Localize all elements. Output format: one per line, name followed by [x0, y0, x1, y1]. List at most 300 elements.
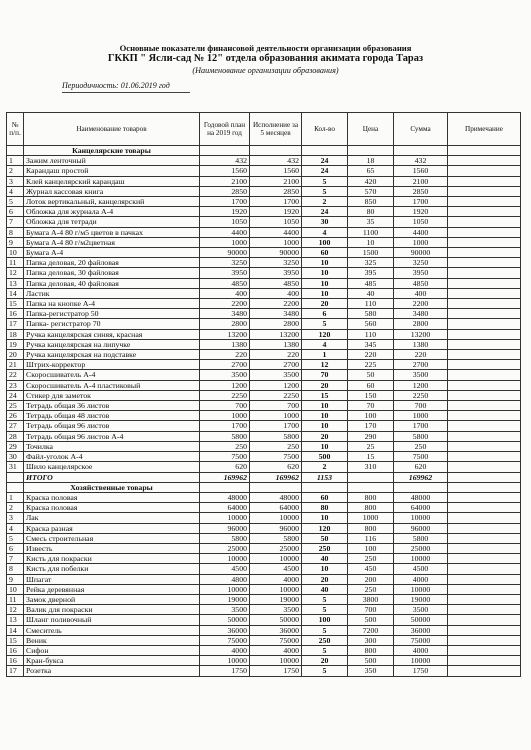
table-row — [7, 605, 521, 615]
row-number: 8 — [7, 564, 24, 574]
item-name: Краска половая — [24, 503, 200, 513]
row-number: 16 — [7, 645, 24, 655]
sum-value: 1560 — [394, 166, 448, 176]
table-row — [7, 299, 521, 309]
sum-value: 10000 — [394, 584, 448, 594]
exec-value: 1700 — [250, 197, 302, 207]
item-name: Обложка для журнала А-4 — [24, 207, 200, 217]
table-row — [7, 584, 521, 594]
section-empty-cell — [348, 482, 394, 492]
sum-value: 3480 — [394, 309, 448, 319]
item-name: Файл-уголок А-4 — [24, 452, 200, 462]
price-value: 300 — [348, 635, 394, 645]
plan-value: 2850 — [200, 186, 250, 196]
sum-value: 3250 — [394, 258, 448, 268]
plan-value: 2100 — [200, 176, 250, 186]
sum-value: 4500 — [394, 564, 448, 574]
plan-value: 2250 — [200, 390, 250, 400]
table-row — [7, 554, 521, 564]
row-number: 27 — [7, 421, 24, 431]
table-row — [7, 329, 521, 339]
note-cell — [448, 248, 521, 258]
exec-value: 5800 — [250, 431, 302, 441]
item-name: Известь — [24, 543, 200, 553]
exec-value: 75000 — [250, 635, 302, 645]
sum-value: 5800 — [394, 431, 448, 441]
sum-value: 4000 — [394, 645, 448, 655]
item-name: Бумага А-4 80 г/м2цветная — [24, 237, 200, 247]
col-header-number: № п/п. — [7, 113, 24, 146]
sum-value: 10000 — [394, 656, 448, 666]
total-plan: 169962 — [200, 472, 250, 482]
price-value: 116 — [348, 533, 394, 543]
total-row — [7, 472, 521, 482]
item-name: Сифон — [24, 645, 200, 655]
row-number: 13 — [7, 615, 24, 625]
price-value: 200 — [348, 574, 394, 584]
exec-value: 1200 — [250, 380, 302, 390]
plan-value: 220 — [200, 350, 250, 360]
price-value: 10 — [348, 237, 394, 247]
item-name: Тетрадь общая 96 листов А-4 — [24, 431, 200, 441]
table-row — [7, 656, 521, 666]
note-cell — [448, 431, 521, 441]
qty-value: 500 — [302, 452, 348, 462]
total-exec: 169962 — [250, 472, 302, 482]
item-name: Кисть для побелки — [24, 564, 200, 574]
sum-value: 1920 — [394, 207, 448, 217]
table-row — [7, 217, 521, 227]
exec-value: 13200 — [250, 329, 302, 339]
note-cell — [448, 156, 521, 166]
total-number-cell — [7, 472, 24, 482]
period-label: Периодичность: 01.06.2019 год — [62, 81, 170, 90]
exec-value: 620 — [250, 462, 302, 472]
plan-value: 2800 — [200, 319, 250, 329]
qty-value: 40 — [302, 554, 348, 564]
price-value: 800 — [348, 492, 394, 502]
row-number: 2 — [7, 166, 24, 176]
plan-value: 19000 — [200, 594, 250, 604]
plan-value: 1920 — [200, 207, 250, 217]
plan-value: 1750 — [200, 666, 250, 676]
qty-value: 5 — [302, 645, 348, 655]
exec-value: 432 — [250, 156, 302, 166]
plan-value: 64000 — [200, 503, 250, 513]
plan-value: 4400 — [200, 227, 250, 237]
price-value: 395 — [348, 268, 394, 278]
item-name: Журнал кассовая книга — [24, 186, 200, 196]
sum-value: 25000 — [394, 543, 448, 553]
sum-value: 19000 — [394, 594, 448, 604]
item-name: Скоросшиватель А-4 — [24, 370, 200, 380]
note-cell — [448, 635, 521, 645]
sum-value: 75000 — [394, 635, 448, 645]
item-name: Смеситель — [24, 625, 200, 635]
section-header-household — [7, 482, 521, 492]
col-header-note: Примечание — [448, 113, 521, 146]
qty-value: 5 — [302, 625, 348, 635]
plan-value: 1050 — [200, 217, 250, 227]
table-row — [7, 176, 521, 186]
exec-value: 10000 — [250, 554, 302, 564]
exec-value: 36000 — [250, 625, 302, 635]
plan-value: 90000 — [200, 248, 250, 258]
plan-value: 1700 — [200, 421, 250, 431]
note-cell — [448, 564, 521, 574]
plan-value: 5800 — [200, 431, 250, 441]
row-number: 22 — [7, 370, 24, 380]
plan-value: 400 — [200, 288, 250, 298]
exec-value: 25000 — [250, 543, 302, 553]
item-name: Лоток вертикальный, канцелярский — [24, 197, 200, 207]
note-cell — [448, 625, 521, 635]
plan-value: 1700 — [200, 197, 250, 207]
section-header-stationery — [7, 146, 521, 156]
note-cell — [448, 237, 521, 247]
row-number: 14 — [7, 625, 24, 635]
plan-value: 7500 — [200, 452, 250, 462]
price-value: 15 — [348, 452, 394, 462]
col-header-plan: Годовой план на 2019 год — [200, 113, 250, 146]
exec-value: 10000 — [250, 513, 302, 523]
section-empty-cell — [348, 146, 394, 156]
note-cell — [448, 656, 521, 666]
price-value: 40 — [348, 288, 394, 298]
exec-value: 1560 — [250, 166, 302, 176]
note-cell — [448, 513, 521, 523]
row-number: 16 — [7, 656, 24, 666]
col-header-price: Цена — [348, 113, 394, 146]
exec-value: 220 — [250, 350, 302, 360]
row-number: 24 — [7, 390, 24, 400]
price-value: 3800 — [348, 594, 394, 604]
item-name: Краска половая — [24, 492, 200, 502]
note-cell — [448, 207, 521, 217]
plan-value: 1560 — [200, 166, 250, 176]
qty-value: 10 — [302, 411, 348, 421]
note-cell — [448, 299, 521, 309]
price-value: 100 — [348, 411, 394, 421]
report-title: Основные показатели финансовой деятельности организации образования — [119, 43, 412, 53]
sum-value: 1000 — [394, 237, 448, 247]
price-value: 290 — [348, 431, 394, 441]
plan-value: 25000 — [200, 543, 250, 553]
row-number: 5 — [7, 197, 24, 207]
table-row — [7, 635, 521, 645]
price-value: 1500 — [348, 248, 394, 258]
item-name: Папка- регистратор 70 — [24, 319, 200, 329]
qty-value: 10 — [302, 421, 348, 431]
exec-value: 2800 — [250, 319, 302, 329]
exec-value: 1050 — [250, 217, 302, 227]
exec-value: 1700 — [250, 421, 302, 431]
item-name: Розетка — [24, 666, 200, 676]
sum-value: 1380 — [394, 339, 448, 349]
item-name: Карандаш простой — [24, 166, 200, 176]
exec-value: 400 — [250, 288, 302, 298]
note-cell — [448, 370, 521, 380]
item-name: Смесь строительная — [24, 533, 200, 543]
note-cell — [448, 390, 521, 400]
row-number: 28 — [7, 431, 24, 441]
qty-value: 10 — [302, 441, 348, 451]
table-row — [7, 288, 521, 298]
item-name: Стикер для заметок — [24, 390, 200, 400]
exec-value: 64000 — [250, 503, 302, 513]
item-name: Бумага А-4 80 г/м5 цветов в пачках — [24, 227, 200, 237]
sum-value: 400 — [394, 288, 448, 298]
table-body — [7, 146, 521, 677]
sum-value: 1700 — [394, 421, 448, 431]
exec-value: 2200 — [250, 299, 302, 309]
row-number: 16 — [7, 309, 24, 319]
total-qty: 1153 — [302, 472, 348, 482]
financial-table — [6, 112, 521, 677]
plan-value: 10000 — [200, 554, 250, 564]
table-header — [7, 113, 521, 146]
total-price-cell — [348, 472, 394, 482]
item-name: Лак — [24, 513, 200, 523]
row-number: 29 — [7, 441, 24, 451]
exec-value: 3950 — [250, 268, 302, 278]
qty-value: 10 — [302, 278, 348, 288]
row-number: 12 — [7, 268, 24, 278]
table-row — [7, 411, 521, 421]
price-value: 485 — [348, 278, 394, 288]
plan-value: 432 — [200, 156, 250, 166]
note-cell — [448, 503, 521, 513]
section-title: Хозяйственные товары — [24, 482, 200, 492]
note-cell — [448, 594, 521, 604]
exec-value: 10000 — [250, 584, 302, 594]
item-name: Папка деловая, 40 файловая — [24, 278, 200, 288]
plan-value: 250 — [200, 441, 250, 451]
row-number: 18 — [7, 329, 24, 339]
section-number-cell — [7, 482, 24, 492]
qty-value: 20 — [302, 380, 348, 390]
plan-value: 48000 — [200, 492, 250, 502]
total-note-cell — [448, 472, 521, 482]
table-row — [7, 278, 521, 288]
note-cell — [448, 380, 521, 390]
row-number: 9 — [7, 237, 24, 247]
plan-value: 2700 — [200, 360, 250, 370]
row-number: 7 — [7, 217, 24, 227]
plan-value: 10000 — [200, 656, 250, 666]
price-value: 65 — [348, 166, 394, 176]
note-cell — [448, 227, 521, 237]
sum-value: 10000 — [394, 513, 448, 523]
table-row — [7, 390, 521, 400]
sum-value: 90000 — [394, 248, 448, 258]
row-number: 3 — [7, 513, 24, 523]
sum-value: 1750 — [394, 666, 448, 676]
price-value: 345 — [348, 339, 394, 349]
sum-value: 2200 — [394, 299, 448, 309]
exec-value: 2850 — [250, 186, 302, 196]
item-name: Бумага А-4 — [24, 248, 200, 258]
sum-value: 13200 — [394, 329, 448, 339]
note-cell — [448, 645, 521, 655]
row-number: 6 — [7, 207, 24, 217]
qty-value: 20 — [302, 431, 348, 441]
exec-value: 3500 — [250, 370, 302, 380]
row-number: 15 — [7, 299, 24, 309]
exec-value: 1920 — [250, 207, 302, 217]
plan-value: 3500 — [200, 370, 250, 380]
qty-value: 10 — [302, 401, 348, 411]
table-row — [7, 197, 521, 207]
section-empty-cell — [394, 482, 448, 492]
exec-value: 96000 — [250, 523, 302, 533]
price-value: 7200 — [348, 625, 394, 635]
price-value: 35 — [348, 217, 394, 227]
row-number: 2 — [7, 503, 24, 513]
exec-value: 1000 — [250, 411, 302, 421]
item-name: Штрих-корректор — [24, 360, 200, 370]
table-row — [7, 227, 521, 237]
plan-value: 13200 — [200, 329, 250, 339]
price-value: 500 — [348, 615, 394, 625]
note-cell — [448, 339, 521, 349]
table-row — [7, 441, 521, 451]
table-row — [7, 421, 521, 431]
table-row — [7, 431, 521, 441]
note-cell — [448, 605, 521, 615]
row-number: 1 — [7, 492, 24, 502]
price-value: 800 — [348, 645, 394, 655]
sum-value: 4000 — [394, 574, 448, 584]
sum-value: 3500 — [394, 605, 448, 615]
table-row — [7, 360, 521, 370]
item-name: Тетрадь общая 96 листов — [24, 421, 200, 431]
sum-value: 4850 — [394, 278, 448, 288]
price-value: 800 — [348, 503, 394, 513]
organization-name: ГККП " Ясли-сад № 12" отдела образования акимата города Тараз — [107, 53, 424, 64]
qty-value: 24 — [302, 166, 348, 176]
note-cell — [448, 350, 521, 360]
item-name: Ручка канцелярская на подставке — [24, 350, 200, 360]
table-row — [7, 513, 521, 523]
note-cell — [448, 554, 521, 564]
item-name: Папка на кнопке А-4 — [24, 299, 200, 309]
item-name: Точилка — [24, 441, 200, 451]
price-value: 250 — [348, 584, 394, 594]
table-row — [7, 574, 521, 584]
table-row — [7, 309, 521, 319]
sum-value: 2250 — [394, 390, 448, 400]
row-number: 26 — [7, 411, 24, 421]
section-empty-cell — [394, 146, 448, 156]
qty-value: 15 — [302, 390, 348, 400]
price-value: 220 — [348, 350, 394, 360]
table-row — [7, 594, 521, 604]
sum-value: 1000 — [394, 411, 448, 421]
qty-value: 5 — [302, 186, 348, 196]
plan-value: 4500 — [200, 564, 250, 574]
row-number: 4 — [7, 523, 24, 533]
item-name: Скоросшиватель А-4 пластиковый — [24, 380, 200, 390]
price-value: 110 — [348, 329, 394, 339]
qty-value: 5 — [302, 594, 348, 604]
qty-value: 24 — [302, 207, 348, 217]
exec-value: 90000 — [250, 248, 302, 258]
section-title: Канцелярские товары — [24, 146, 200, 156]
sum-value: 220 — [394, 350, 448, 360]
item-name: Веник — [24, 635, 200, 645]
item-name: Замок дверной — [24, 594, 200, 604]
plan-value: 1380 — [200, 339, 250, 349]
row-number: 17 — [7, 666, 24, 676]
row-number: 6 — [7, 543, 24, 553]
qty-value: 5 — [302, 605, 348, 615]
col-header-exec: Исполнение за 5 месяцев — [250, 113, 302, 146]
price-value: 25 — [348, 441, 394, 451]
price-value: 1000 — [348, 513, 394, 523]
qty-value: 120 — [302, 329, 348, 339]
note-cell — [448, 574, 521, 584]
price-value: 350 — [348, 666, 394, 676]
exec-value: 4500 — [250, 564, 302, 574]
item-name: Кисть для покраски — [24, 554, 200, 564]
row-number: 30 — [7, 452, 24, 462]
note-cell — [448, 186, 521, 196]
item-name: Зажим ленточный — [24, 156, 200, 166]
table-row — [7, 615, 521, 625]
note-cell — [448, 523, 521, 533]
qty-value: 10 — [302, 564, 348, 574]
note-cell — [448, 329, 521, 339]
price-value: 310 — [348, 462, 394, 472]
qty-value: 100 — [302, 615, 348, 625]
row-number: 9 — [7, 574, 24, 584]
row-number: 25 — [7, 401, 24, 411]
sum-value: 3500 — [394, 370, 448, 380]
table-row — [7, 339, 521, 349]
item-name: Ручка канцелярская на липучке — [24, 339, 200, 349]
plan-value: 3480 — [200, 309, 250, 319]
plan-value: 1200 — [200, 380, 250, 390]
exec-value: 7500 — [250, 452, 302, 462]
table-row — [7, 380, 521, 390]
note-cell — [448, 176, 521, 186]
price-value: 225 — [348, 360, 394, 370]
table-row — [7, 248, 521, 258]
note-cell — [448, 666, 521, 676]
plan-value: 4800 — [200, 574, 250, 584]
row-number: 8 — [7, 227, 24, 237]
table-row — [7, 186, 521, 196]
total-label: ИТОГО — [24, 472, 200, 482]
plan-value: 5800 — [200, 533, 250, 543]
row-number: 7 — [7, 554, 24, 564]
section-number-cell — [7, 146, 24, 156]
item-name: Папка деловая, 30 файловая — [24, 268, 200, 278]
price-value: 420 — [348, 176, 394, 186]
qty-value: 250 — [302, 543, 348, 553]
organization-caption: (Наименование организации образования) — [192, 66, 339, 75]
note-cell — [448, 401, 521, 411]
plan-value: 50000 — [200, 615, 250, 625]
exec-value: 250 — [250, 441, 302, 451]
table-row — [7, 666, 521, 676]
table-row — [7, 543, 521, 553]
period-underline — [62, 92, 190, 93]
table-row — [7, 237, 521, 247]
exec-value: 3480 — [250, 309, 302, 319]
row-number: 1 — [7, 156, 24, 166]
